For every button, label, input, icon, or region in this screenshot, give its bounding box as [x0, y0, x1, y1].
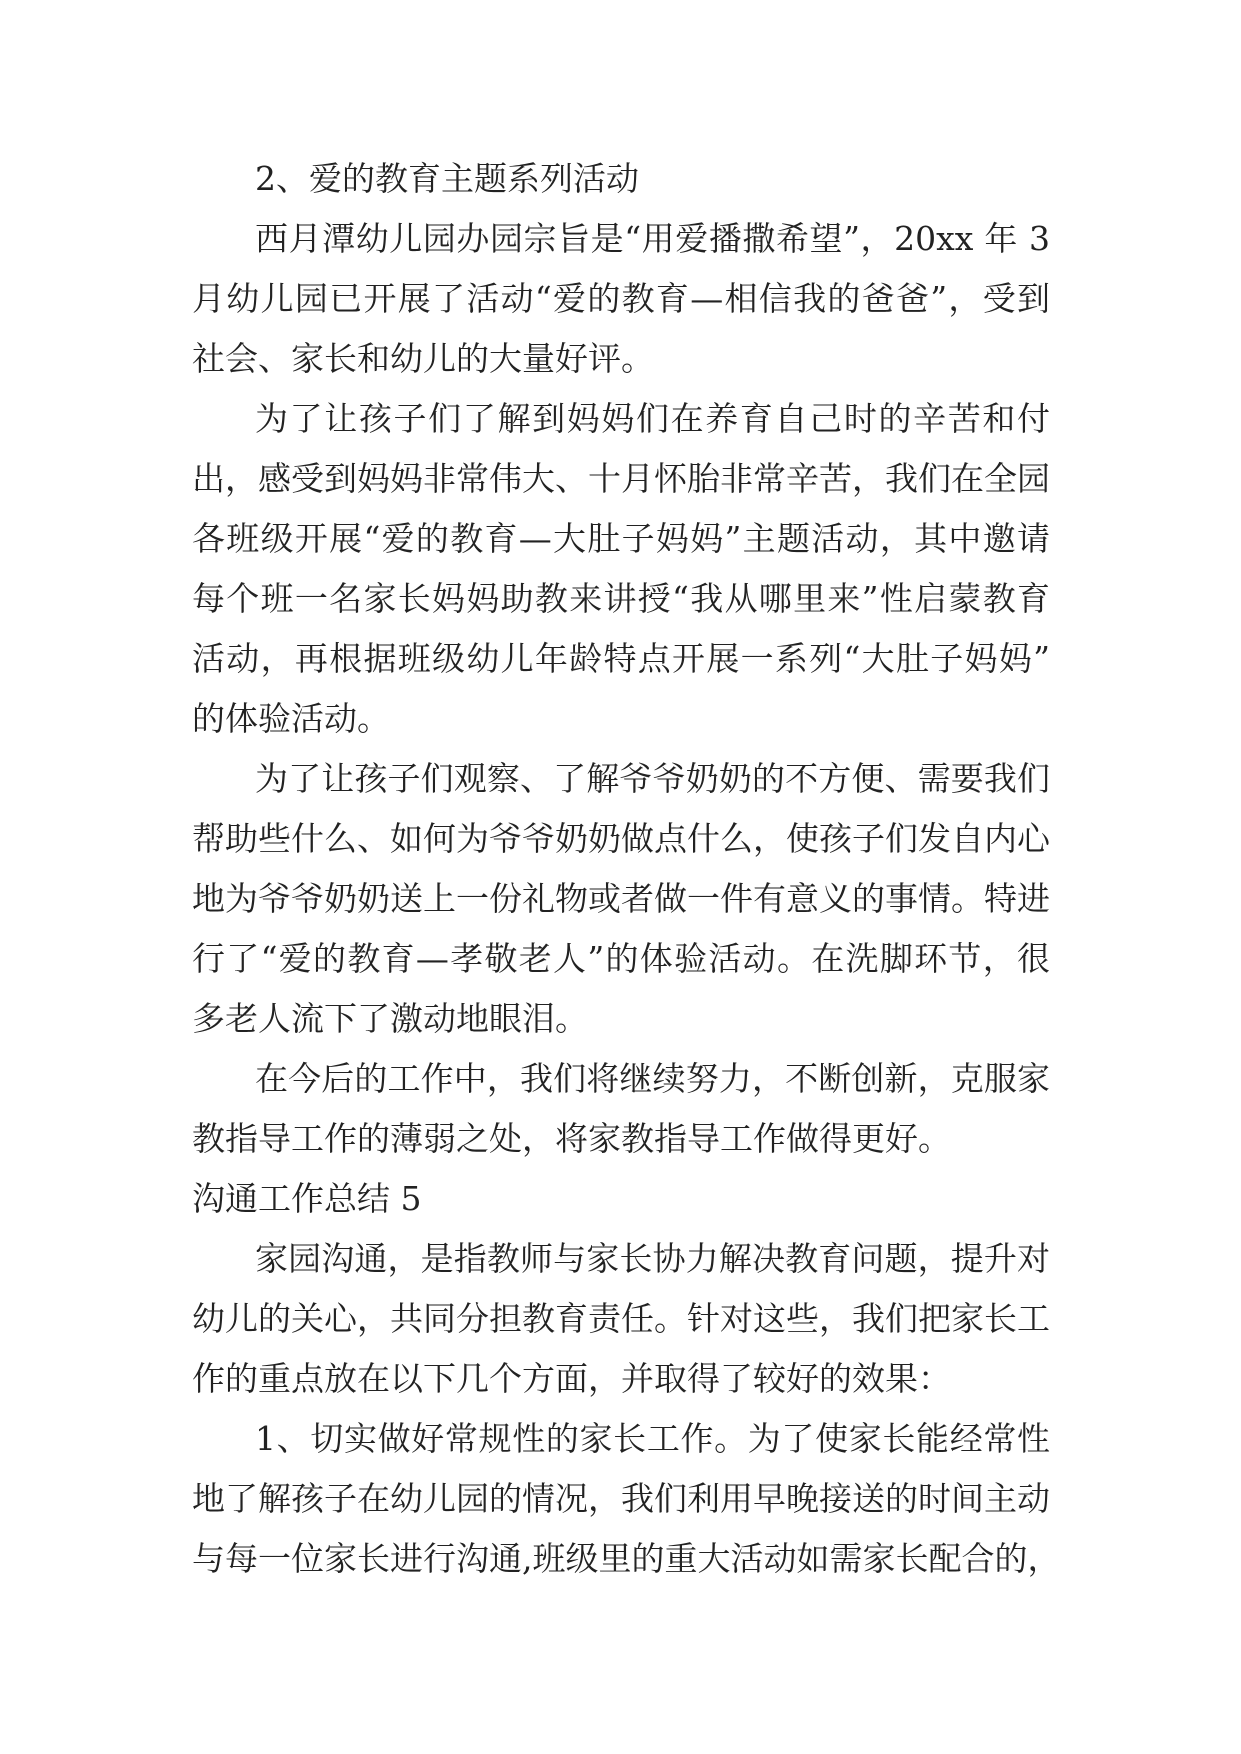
paragraph-line: 行了“爱的教育—孝敬老人”的体验活动。在洗脚环节，很	[192, 939, 1050, 978]
paragraph-line: 为了让孩子们观察、了解爷爷奶奶的不方便、需要我们	[255, 759, 1050, 798]
paragraph-line: 各班级开展“爱的教育—大肚子妈妈”主题活动，其中邀请	[192, 519, 1050, 558]
paragraph-line: 每个班一名家长妈妈助教来讲授“我从哪里来”性启蒙教育	[192, 579, 1050, 618]
paragraph-line: 1、切实做好常规性的家长工作。为了使家长能经常性	[255, 1419, 1050, 1458]
paragraph-line: 西月潭幼儿园办园宗旨是“用爱播撒希望”，20xx 年 3	[255, 219, 1050, 258]
paragraph-line: 出，感受到妈妈非常伟大、十月怀胎非常辛苦，我们在全园	[192, 459, 1050, 498]
paragraph-line: 多老人流下了激动地眼泪。	[192, 999, 588, 1038]
paragraph-line: 地为爷爷奶奶送上一份礼物或者做一件有意义的事情。特进	[192, 879, 1050, 918]
paragraph-line: 月幼儿园已开展了活动“爱的教育—相信我的爸爸”，受到	[192, 279, 1050, 318]
paragraph-line: 幼儿的关心，共同分担教育责任。针对这些，我们把家长工	[192, 1299, 1050, 1338]
section-title: 沟通工作总结 5	[192, 1179, 422, 1218]
paragraph-line: 教指导工作的薄弱之处，将家教指导工作做得更好。	[192, 1119, 951, 1158]
paragraph-line: 作的重点放在以下几个方面，并取得了较好的效果：	[192, 1359, 951, 1398]
paragraph-line: 家园沟通，是指教师与家长协力解决教育问题，提升对	[255, 1239, 1050, 1278]
paragraph-line: 社会、家长和幼儿的大量好评。	[192, 339, 654, 378]
paragraph-line: 在今后的工作中，我们将继续努力，不断创新，克服家	[255, 1059, 1050, 1098]
paragraph-line: 与每一位家长进行沟通,班级里的重大活动如需家长配合的，	[192, 1539, 1061, 1578]
paragraph-line: 地了解孩子在幼儿园的情况，我们利用早晚接送的时间主动	[192, 1479, 1050, 1518]
paragraph-line: 帮助些什么、如何为爷爷奶奶做点什么，使孩子们发自内心	[192, 819, 1050, 858]
paragraph-line: 活动，再根据班级幼儿年龄特点开展一系列“大肚子妈妈”	[192, 639, 1050, 678]
paragraph-line: 的体验活动。	[192, 699, 390, 738]
paragraph-line: 为了让孩子们了解到妈妈们在养育自己时的辛苦和付	[255, 399, 1050, 438]
section-heading: 2、爱的教育主题系列活动	[255, 159, 639, 198]
